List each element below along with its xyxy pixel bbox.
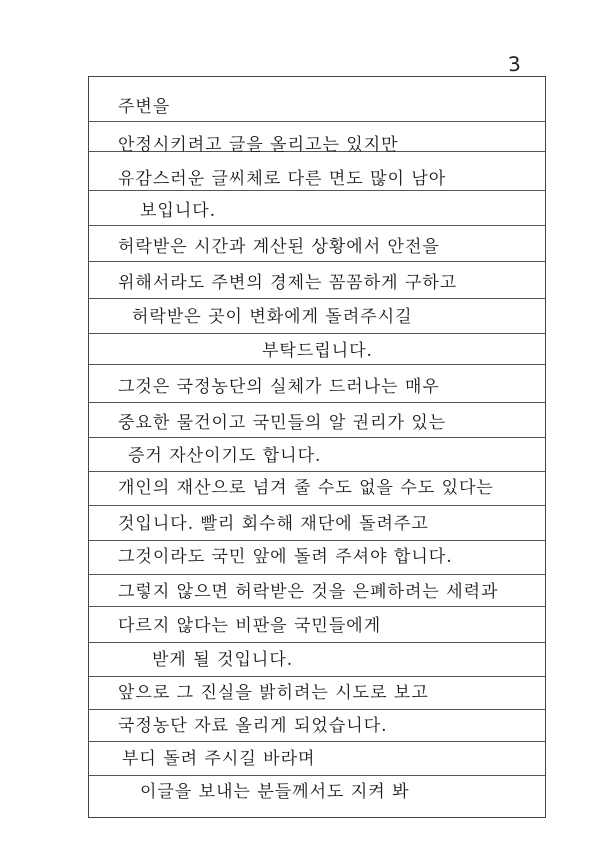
handwritten-line: 허락받은 시간과 계산된 상황에서 안전을: [118, 237, 440, 257]
handwritten-line: 중요한 물건이고 국민들의 알 권리가 있는: [118, 413, 447, 433]
ruled-line: [88, 775, 546, 776]
ruled-line: [88, 505, 546, 506]
ruled-line: [88, 402, 546, 403]
handwritten-line: 국정농단 자료 올리게 되었습니다.: [118, 716, 388, 736]
handwritten-line: 앞으로 그 진실을 밝히려는 시도로 보고: [118, 683, 429, 703]
handwritten-line: 증거 자산이기도 합니다.: [128, 446, 322, 466]
handwritten-line: 부디 돌려 주시길 바라며: [122, 749, 316, 769]
ruled-line: [88, 261, 546, 262]
handwritten-line: 부탁드립니다.: [262, 341, 373, 361]
handwritten-line: 것입니다. 빨리 회수해 재단에 돌려주고: [118, 514, 429, 534]
ruled-line: [88, 364, 546, 365]
handwritten-line: 다르지 않다는 비판을 국민들에게: [118, 616, 382, 636]
handwritten-line: 그것이라도 국민 앞에 돌려 주셔야 합니다.: [118, 547, 453, 567]
ruled-line: [88, 121, 546, 122]
ruled-line: [88, 741, 546, 742]
handwritten-line: 받게 될 것입니다.: [152, 650, 294, 670]
handwritten-line: 보입니다.: [140, 201, 217, 221]
handwritten-line: 그렇지 않으면 허락받은 것을 은폐하려는 세력과: [118, 582, 499, 602]
ruled-line: [88, 540, 546, 541]
handwritten-line: 허락받은 곳이 변화에게 돌려주시길: [132, 307, 413, 327]
handwritten-line: 유감스러운 글씨체로 다른 면도 많이 남아: [118, 169, 447, 189]
ruled-line: [88, 471, 546, 472]
ruled-line: [88, 225, 546, 226]
handwritten-line: 그것은 국정농단의 실체가 드러나는 매우: [118, 377, 440, 397]
handwritten-line: 주변을: [118, 97, 171, 117]
ruled-line: [88, 709, 546, 710]
handwritten-line: 이글을 보내는 분들께서도 지켜 봐: [140, 782, 410, 802]
ruled-line: [88, 333, 546, 334]
handwritten-line: 위해서라도 주변의 경제는 꼼꼼하게 구하고: [118, 273, 458, 293]
ruled-line: [88, 298, 546, 299]
page-number: 3: [507, 51, 522, 77]
ruled-line: [88, 676, 546, 677]
ruled-line: [88, 190, 546, 191]
ruled-line: [88, 574, 546, 575]
ruled-line: [88, 642, 546, 643]
ruled-line: [88, 437, 546, 438]
ruled-line: [88, 606, 546, 607]
handwritten-line: 개인의 재산으로 넘겨 줄 수도 없을 수도 있다는: [118, 478, 494, 498]
handwritten-line: 안정시키려고 글을 올리고는 있지만: [118, 135, 399, 155]
